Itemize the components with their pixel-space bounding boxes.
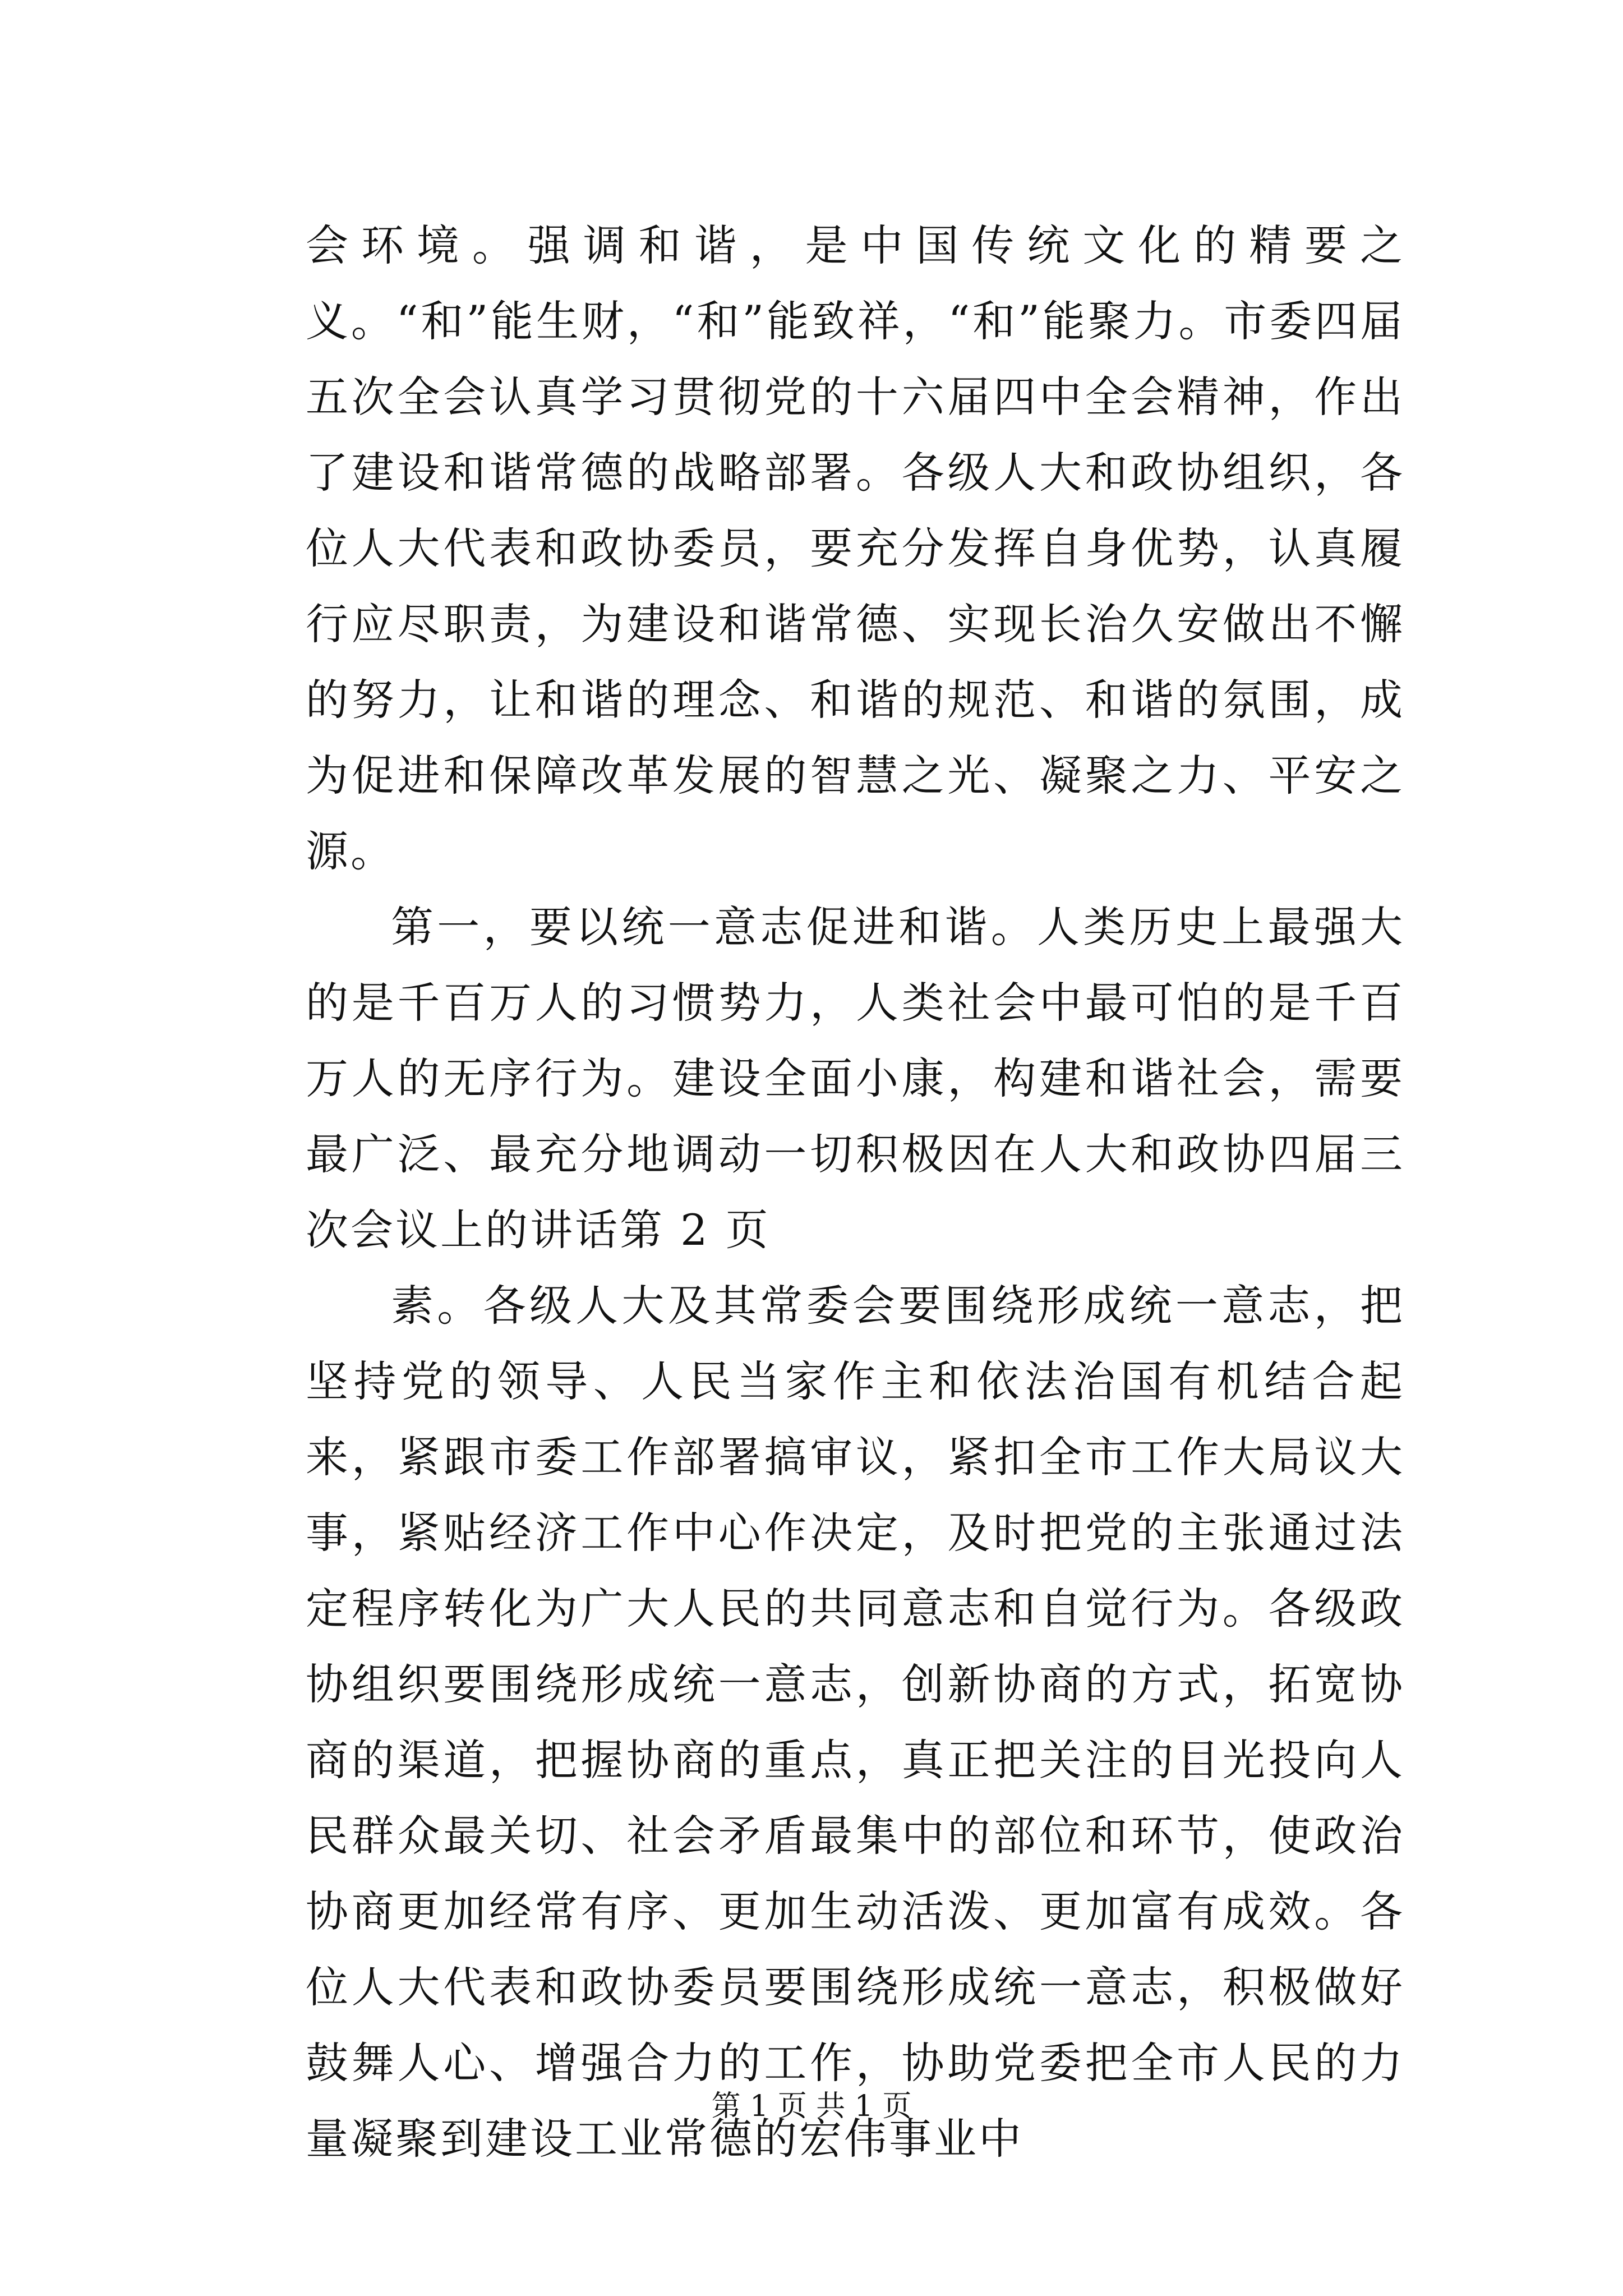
paragraph-3: 素。各级人大及其常委会要围绕形成统一意志，把坚持党的领导、人民当家作主和依法治国有机结合起来，紧跟市委工作部署搞审议，紧扣全市工作大局议大事，紧贴经济工作中心作决定，及时把党的主张通过法定程序转化为广大人民的共同意志和自觉行为。各级政协组织要围绕形成统一意志，创新协商的方式，拓宽协商的渠道，把握协商的重点，真正把关注的目光投向人民群众最关切、社会矛盾最集中的部位和环节，使政治协商更加经常有序、更加生动活泼、更加富有成效。各位人大代表和政协委员要围绕形成统一意志，积极做好鼓舞人心、增强合力的工作，协助党委把全市人民的力量凝聚到建设工业常德的宏伟事业中 — [306, 1281, 1405, 2164]
body-text — [306, 208, 1405, 2177]
page-footer: 第 1 页 共 1 页 — [711, 2090, 912, 2123]
paragraph-1: 会环境。强调和谐，是中国传统文化的精要之义。“和”能生财，“和”能致祥，“和”能聚力。市委四届五次全会认真学习贯彻党的十六届四中全会精神，作出了建设和谐常德的战略部署。各级人大和政协组织，各位人大代表和政协委员，要充分发挥自身优势，认真履行应尽职责，为建设和谐常德、实现长治久安做出不懈的努力，让和谐的理念、和谐的规范、和谐的氛围，成为促进和保障改革发展的智慧之光、凝聚之力、平安之源。 — [306, 220, 1405, 876]
paragraph-2: 第一，要以统一意志促进和谐。人类历史上最强大的是千百万人的习惯势力，人类社会中最可怕的是千百万人的无序行为。建设全面小康，构建和谐社会，需要最广泛、最充分地调动一切积极因在人大和政协四届三次会议上的讲话第 2 页 — [306, 902, 1405, 1255]
